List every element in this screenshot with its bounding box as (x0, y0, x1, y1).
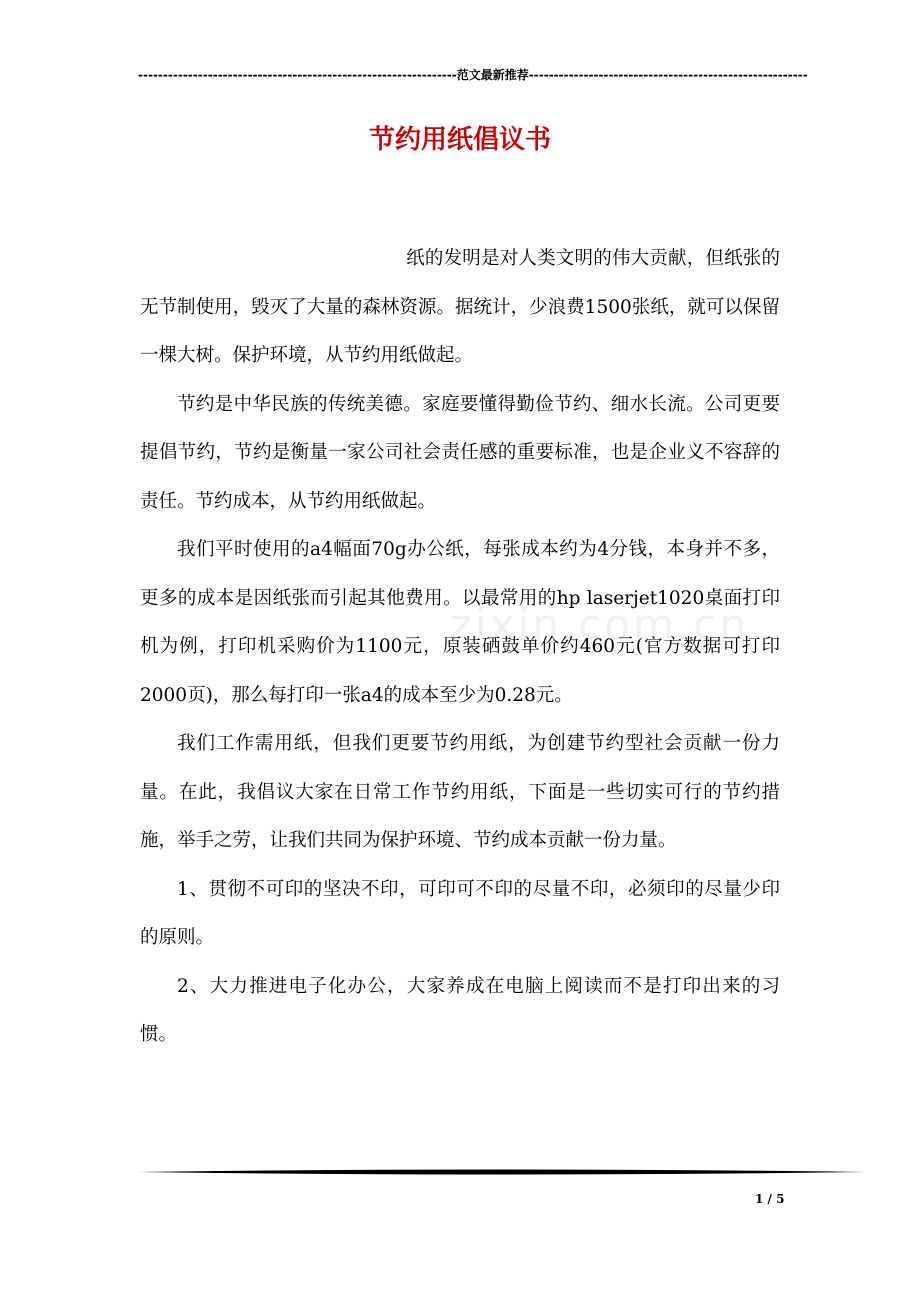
document-body (140, 235, 780, 1060)
paragraph-6: 2、大力推进电子化办公，大家养成在电脑上阅读而不是打印出来的习惯。 (140, 975, 780, 1045)
page-number: 1 / 5 (755, 1192, 785, 1206)
paragraph-4: 我们工作需用纸，但我们更要节约用纸，为创建节约型社会贡献一份力量。在此，我倡议大家在日常工作节约用纸，下面是一些切实可行的节约措施，举手之劳，让我们共同为保护环境、节约成本贡献一份力量。 (140, 733, 780, 851)
header-dashes-right: -------------------------------------------------------- (528, 68, 808, 82)
document-title: 节约用纸倡议书 (368, 125, 551, 155)
paragraph-1 (140, 235, 780, 381)
paragraph-2: 节约是中华民族的传统美德。家庭要懂得勤俭节约、细水长流。公司更要提倡节约，节约是衡量一家公司社会责任感的重要标准，也是企业义不容辞的责任。节约成本，从节约用纸做起。 (140, 393, 780, 512)
page-header (138, 66, 808, 84)
paragraph-3: 我们平时使用的a4幅面70g办公纸，每张成本约为4分钱，本身并不多，更多的成本是因纸张而引起其他费用。以最常用的hp laserjet1020桌面打印机为例，打印机采购价为1100元，原装硒鼓单价约460元(官方数据可打印2000页)，那么每打印一张a4的成本至少为0.28元。 (140, 539, 780, 706)
header-label: 范文最新推荐 (456, 68, 529, 82)
paragraph-1-text: 纸的发明是对人类文明的伟大贡献，但纸张的无节制使用，毁灭了大量的森林资源。据统计，少浪费1500张纸，就可以保留一棵大树。保护环境，从节约用纸做起。 (140, 248, 780, 366)
header-dashes-left: ---------------------------------------------------------------- (138, 68, 457, 82)
footer-rule (138, 1168, 865, 1176)
watermark: zixin.com.cn (450, 600, 749, 649)
paragraph-5: 1、贯彻不可印的坚决不印，可印可不印的尽量不印，必须印的尽量少印的原则。 (140, 878, 780, 948)
